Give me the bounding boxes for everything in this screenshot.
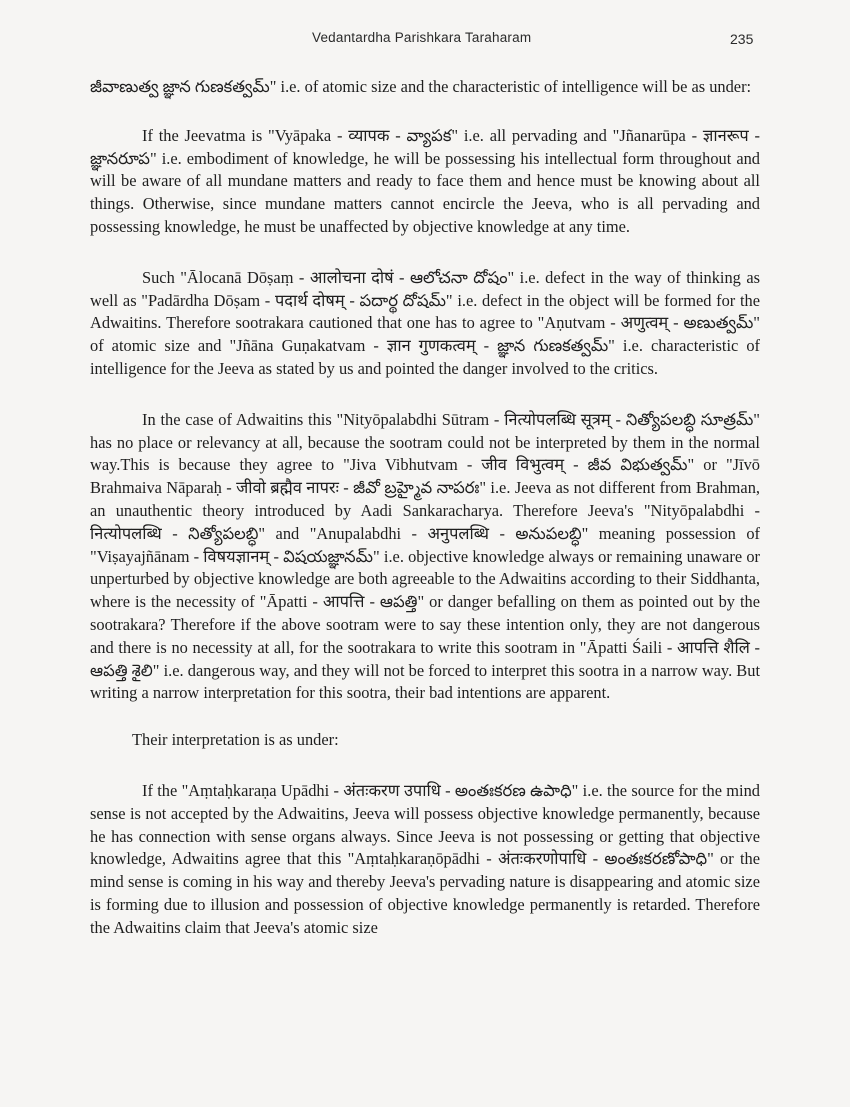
book-title: Vedantardha Parishkara Taraharam	[312, 30, 532, 45]
running-header	[0, 28, 850, 50]
paragraph-their-interpretation: Their interpretation is as under:	[132, 730, 339, 750]
page-body	[90, 76, 760, 968]
paragraph-alocana-dosam: Such "Ālocanā Dōṣaṃ - आलोचना दोषं - ఆలోచనా దోషం" i.e. defect in the way of thinking as well as "Padārdha Dōṣam - पदार्थ दोषम् - పదార్థ దోషమ్" i.e. defect in the object will be formed for the Adwaitins. Therefore sootrakara cautioned that one has to agree to "Aṇutvam - अणुत्वम् - అణుత్వమ్" of atomic size and "Jñāna Guṇakatvam - ज्ञान गुणकत्वम् - జ్ఞాన గుణకత్వమ్" i.e. characteristic of intelligence for the Jeeva as stated by us and pointed the danger involved to the critics.	[90, 267, 760, 378]
paragraph-jeevatma-pervading: If the Jeevatma is "Vyāpaka - व्यापक - వ్యాపక" i.e. all pervading and "Jñanarūpa - ज्ञानरूप - జ్ఞానరూప" i.e. embodiment of knowledge, he will be possessing his intellectual form throughout and will be aware of all mundane matters and ready to face them and hence must be knowing about all things. Otherwise, since mundane matters cannot encircle the Jeeva, who is all pervading and possessing knowledge, he must be unaffected by objective knowledge at any time.	[90, 125, 760, 236]
paragraph-continuation: జీవాణుత్వ జ్ఞాన గుణకత్వమ్" i.e. of atomic size and the characteristic of intelligence will be as under:	[90, 77, 752, 96]
paragraph-antahkarana-upadhi: If the "Aṃtaḥkaraṇa Upādhi - अंतःकरण उपाधि - అంతఃకరణ ఉపాధి" i.e. the source for the mind sense is not accepted by the Adwaitins, Jeeva will possess objective knowledge permanently, because he has connection with sense organs always. Since Jeeva is not possessing or getting that objective knowledge, Adwaitins agree that this "Aṃtaḥkaraṇōpādhi - अंतःकरणोपाधि - అంతఃకరణోపాధి" or the mind sense is coming in his way and thereby Jeeva's pervading nature is disappearing and atomic size is forming due to illusion and possession of objective knowledge permanently is retarded. Therefore the Adwaitins claim that Jeeva's atomic size	[90, 780, 760, 937]
paragraph-nityopalabdhi-sutram: In the case of Adwaitins this "Nityōpalabdhi Sūtram - नित्योपलब्धि सूत्रम् - నిత్యోపలబ్ధి సూత్రమ్" has no place or relevancy at all, because the sootram could not be interpreted by them in the normal way.This is because they agree to "Jiva Vibhutvam - जीव विभुत्वम् - జీవ విభుత్వమ్" or "Jīvō Brahmaiva Nāparaḥ - जीवो ब्रह्मैव नापरः - జీవో బ్రహ్మైవ నాపరః" i.e. Jeeva as not different from Brahman, an unauthentic theory introduced by Aadi Sankaracharya. Therefore Jeeva's "Nityōpalabdhi - नित्योपलब्धि - నిత్యోపలబ్ధి" and "Anupalabdhi - अनुपलब्धि - అనుపలబ్ధి" meaning possession of "Viṣayajñānam - विषयज्ञानम् - విషయజ్ఞానమ్" i.e. objective knowledge always or remaining unaware or unperturbed by objective knowledge are both agreeable to the Adwaitins according to their Siddhanta, where is the necessity of "Āpatti - आपत्ति - ఆపత్తి" or danger befalling on them as pointed out by the sootrakara? Therefore if the above sootram were to say these intention only, they are not dangerous and there is no necessity at all, for the sootrakara to write this sootram in "Āpatti Śaili - आपत्ति शैलि - ఆపత్తి శైలి" i.e. dangerous way, and they will not be forced to interpret this sootra in a narrow way. But writing a narrow interpretation for this sootra, their bad intentions are apparent.	[90, 409, 760, 703]
page-number: 235	[730, 31, 754, 47]
